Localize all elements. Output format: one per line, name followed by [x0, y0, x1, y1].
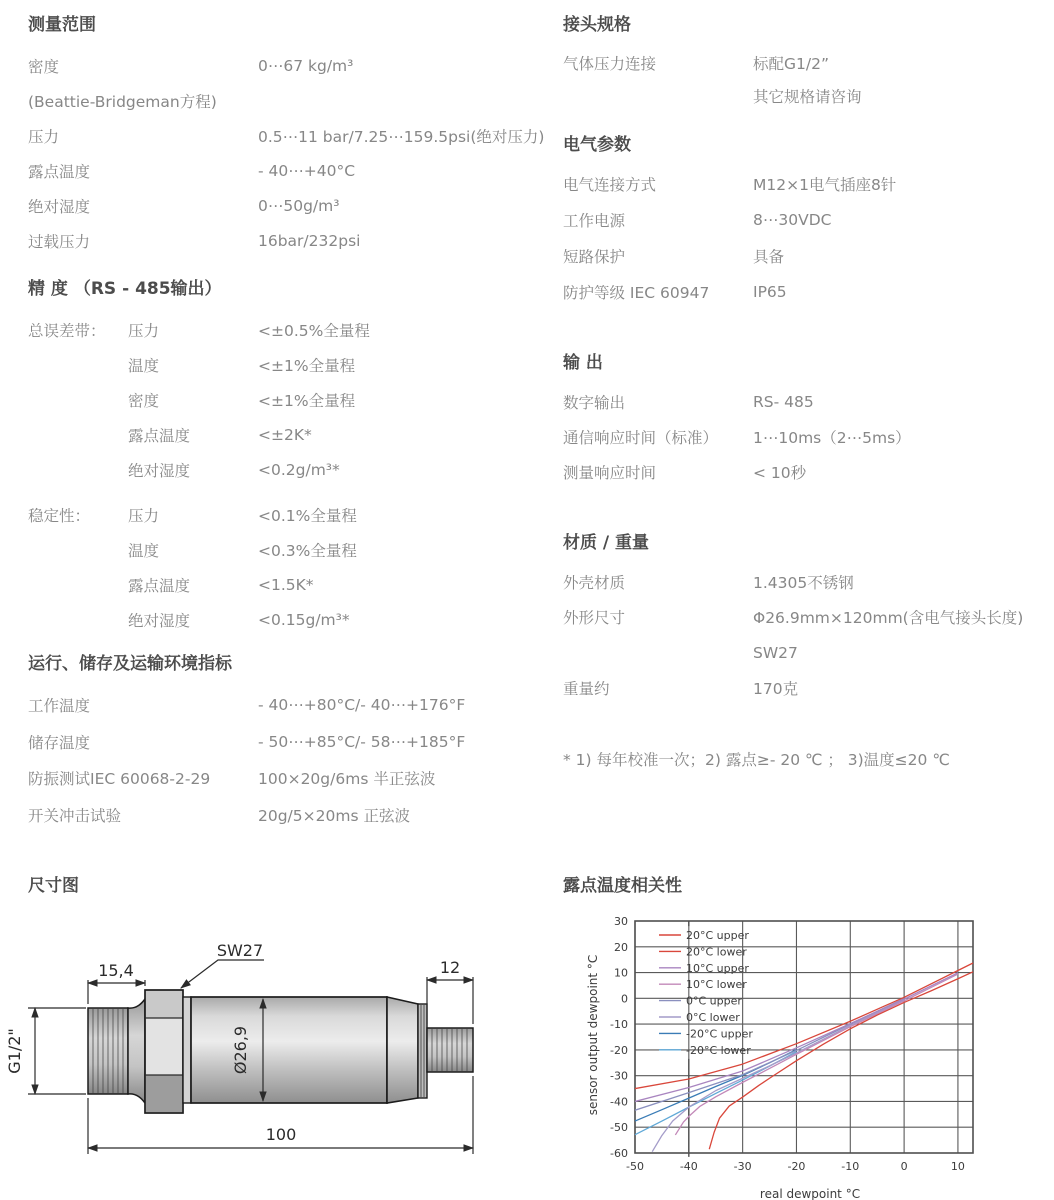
- spec-label: 气体压力连接: [563, 54, 657, 73]
- spec-label: 短路保护: [563, 248, 626, 266]
- spec-label: 通信响应时间（标准）: [563, 428, 719, 447]
- spec-row: [563, 635, 1043, 671]
- y-tick-label: -10: [610, 1018, 628, 1032]
- spec-label: 绝对湿度: [28, 197, 91, 216]
- m12-connector: [427, 1028, 473, 1072]
- y-tick-label: 30: [614, 915, 628, 928]
- spec-value: IP65: [753, 283, 787, 301]
- dim-thread-length: [88, 980, 145, 1004]
- spec-value: 1.4305不锈钢: [753, 573, 854, 592]
- y-tick-label: 10: [614, 966, 628, 980]
- spec-row: [28, 760, 548, 797]
- dimension-diagram-title: 尺寸图: [28, 876, 79, 896]
- spec-value: <0.15g/m³*: [258, 610, 350, 629]
- spec-value: - 40⋯+80°C/- 40⋯+176°F: [258, 696, 466, 715]
- process-thread: [88, 999, 145, 1103]
- spec-value: <±1%全量程: [258, 391, 356, 410]
- spec-sublabel: 绝对湿度: [128, 611, 191, 630]
- spec-group: 总误差带：: [28, 321, 106, 340]
- spec-column-right: [563, 0, 1043, 770]
- spec-value: 100×20g/6ms 半正弦波: [258, 770, 436, 789]
- section-accuracy: [28, 278, 548, 637]
- x-tick-label: -10: [841, 1160, 860, 1173]
- spec-row: [28, 602, 548, 637]
- y-tick-label: -20: [610, 1043, 628, 1057]
- spec-row: [28, 223, 548, 258]
- section-title: 电气参数: [563, 135, 631, 155]
- spec-row: [28, 153, 548, 188]
- spec-row: [563, 600, 1043, 636]
- x-tick-label: 0: [900, 1160, 908, 1173]
- y-tick-label: -40: [610, 1095, 628, 1109]
- spec-row: [28, 312, 548, 347]
- spec-value: <±1%全量程: [258, 356, 356, 375]
- spec-value: 0⋯50g/m³: [258, 196, 340, 215]
- spec-sublabel: 绝对湿度: [128, 461, 191, 480]
- dim-label-total-length: 100: [265, 1125, 297, 1144]
- spec-row: [28, 497, 548, 532]
- chart-title: 露点温度相关性: [563, 876, 682, 896]
- section-environment: [28, 653, 548, 833]
- section-title: 输 出: [563, 353, 603, 373]
- dim-label-thread-length: 15,4: [98, 961, 134, 980]
- spec-label: 开关冲击试验: [28, 806, 122, 825]
- spec-row: [28, 724, 548, 761]
- spec-sublabel: 压力: [128, 506, 160, 525]
- x-tick-label: 10: [950, 1160, 965, 1173]
- x-tick-label: -30: [733, 1160, 752, 1173]
- spec-label: 压力: [28, 127, 60, 146]
- spec-value: - 40⋯+40°C: [258, 161, 356, 180]
- spec-label: 过载压力: [28, 232, 91, 251]
- spec-value: 16bar/232psi: [258, 231, 361, 250]
- spec-value: 标配G1/2”: [753, 54, 829, 73]
- dim-label-diameter: Ø26,9: [231, 1025, 250, 1075]
- spec-value: < 10秒: [753, 463, 807, 482]
- spec-row: [28, 48, 548, 83]
- section-title: 精 度 （RS - 485输出）: [28, 279, 222, 299]
- spec-value: SW27: [753, 643, 798, 662]
- dimension-drawing: [0, 900, 530, 1200]
- dim-label-wrench: SW27: [216, 941, 264, 960]
- spec-label: 数字输出: [563, 393, 626, 412]
- spec-row: [28, 797, 548, 834]
- spec-group: 稳定性：: [28, 506, 91, 525]
- section-output: [563, 352, 1043, 489]
- spec-column-left: [28, 0, 548, 833]
- spec-value: Φ26.9mm×120mm(含电气接头长度): [753, 609, 1024, 628]
- footnote: * 1) 每年校准一次；2) 露点≥- 20 ℃ ； 3)温度≤20 ℃: [563, 751, 950, 769]
- spec-row: [28, 118, 548, 153]
- spec-value: 1⋯10ms（2⋯5ms）: [753, 428, 911, 447]
- spec-value: 20g/5×20ms 正弦波: [258, 806, 410, 825]
- spec-value: <±0.5%全量程: [258, 321, 370, 340]
- spec-row: [563, 202, 1043, 238]
- spec-sublabel: 温度: [128, 541, 160, 560]
- dewpoint-chart: [560, 900, 1054, 1200]
- spec-label: 防护等级 IEC 60947: [563, 284, 710, 302]
- spec-label: 工作温度: [28, 697, 91, 716]
- section-title: 材质 / 重量: [563, 533, 650, 553]
- spec-value: 其它规格请咨询: [753, 87, 862, 106]
- spec-row: [563, 671, 1043, 707]
- y-tick-label: -30: [610, 1069, 628, 1083]
- x-tick-label: -20: [787, 1160, 806, 1173]
- spec-value: 8⋯30VDC: [753, 211, 832, 229]
- spec-row: [28, 532, 548, 567]
- spec-row: [563, 419, 1043, 454]
- spec-row: [28, 382, 548, 417]
- spec-sublabel: 压力: [128, 321, 160, 340]
- section-measure-range: [28, 14, 548, 258]
- spec-value: 0.5⋯11 bar/7.25⋯159.5psi(绝对压力): [258, 127, 545, 146]
- spec-label: 储存温度: [28, 733, 91, 752]
- spec-row: [563, 564, 1043, 600]
- spec-label: 外壳材质: [563, 573, 626, 592]
- spec-value: <1.5K*: [258, 575, 314, 594]
- spec-value: M12×1电气插座8针: [753, 176, 897, 194]
- spec-label: 防振测试IEC 60068-2-29: [28, 770, 211, 789]
- spec-sublabel: 温度: [128, 356, 160, 375]
- spec-sublabel: 露点温度: [128, 576, 191, 595]
- dim-wrench-leader: [181, 960, 264, 988]
- legend-label: 20°C lower: [686, 945, 747, 959]
- spec-label: 外形尺寸: [563, 609, 626, 628]
- spec-label: 露点温度: [28, 162, 91, 181]
- y-tick-label: -60: [610, 1147, 628, 1160]
- hex-nut: [145, 990, 183, 1113]
- spec-row: [28, 83, 548, 118]
- y-tick-label: 0: [621, 992, 628, 1006]
- spec-value: 具备: [753, 248, 785, 266]
- spec-row: [28, 567, 548, 602]
- spec-row: [28, 452, 548, 487]
- spec-value: 170克: [753, 680, 799, 699]
- section-connector: [563, 14, 1043, 112]
- spec-row: [28, 687, 548, 724]
- spec-sublabel: 密度: [128, 391, 160, 410]
- legend-label: 0°C lower: [686, 1011, 740, 1024]
- spec-row: [563, 46, 1043, 79]
- spec-value: <0.2g/m³*: [258, 460, 340, 479]
- section-title: 接头规格: [563, 15, 631, 35]
- section-title: 运行、储存及运输环境指标: [28, 654, 232, 674]
- spec-row: [563, 384, 1043, 419]
- x-tick-label: -50: [626, 1160, 644, 1173]
- x-tick-label: -40: [679, 1160, 698, 1173]
- section-electrical: [563, 134, 1043, 310]
- legend-label: 10°C lower: [686, 978, 747, 992]
- spec-row: [563, 274, 1043, 310]
- x-axis-title: real dewpoint °C: [759, 1187, 861, 1200]
- spec-value: <0.1%全量程: [258, 506, 357, 525]
- spec-row: [28, 417, 548, 452]
- legend-label: -20°C upper: [686, 1027, 753, 1041]
- spec-row: [28, 188, 548, 223]
- legend-label: 0°C upper: [686, 994, 742, 1008]
- spec-label: 工作电源: [563, 212, 626, 230]
- spec-label: 电气连接方式: [563, 176, 657, 194]
- series-line: [635, 1050, 796, 1121]
- spec-row: [563, 238, 1043, 274]
- legend-label: 10°C upper: [686, 961, 749, 975]
- y-tick-label: 20: [614, 940, 628, 954]
- spec-label: 测量响应时间: [563, 463, 657, 482]
- sensor-body: [183, 997, 427, 1103]
- spec-label: 密度: [28, 57, 60, 76]
- spec-value: RS- 485: [753, 392, 814, 411]
- dim-label-thread-spec: G1/2": [5, 1028, 24, 1074]
- spec-label: 重量约: [563, 680, 610, 699]
- y-tick-label: -50: [610, 1121, 628, 1135]
- spec-row: [563, 79, 1043, 112]
- spec-row: [563, 454, 1043, 489]
- section-material: [563, 532, 1043, 706]
- spec-value: <0.3%全量程: [258, 541, 357, 560]
- spec-row: [563, 166, 1043, 202]
- spec-sublabel: 露点温度: [128, 426, 191, 445]
- legend-label: -20°C lower: [686, 1043, 751, 1057]
- dim-thread-spec: [28, 1008, 86, 1094]
- spec-value: 0⋯67 kg/m³: [258, 56, 354, 75]
- spec-label: (Beattie-Bridgeman方程): [28, 92, 217, 111]
- dim-label-connector-length: 12: [439, 958, 461, 977]
- legend-label: 20°C upper: [686, 929, 749, 942]
- spec-row: [28, 347, 548, 382]
- spec-value: <±2K*: [258, 425, 312, 444]
- dim-connector-length: [427, 977, 473, 1024]
- section-title: 测量范围: [28, 15, 96, 35]
- spec-value: - 50⋯+85°C/- 58⋯+185°F: [258, 732, 466, 751]
- y-axis-title: sensor output dewpoint °C: [586, 954, 600, 1116]
